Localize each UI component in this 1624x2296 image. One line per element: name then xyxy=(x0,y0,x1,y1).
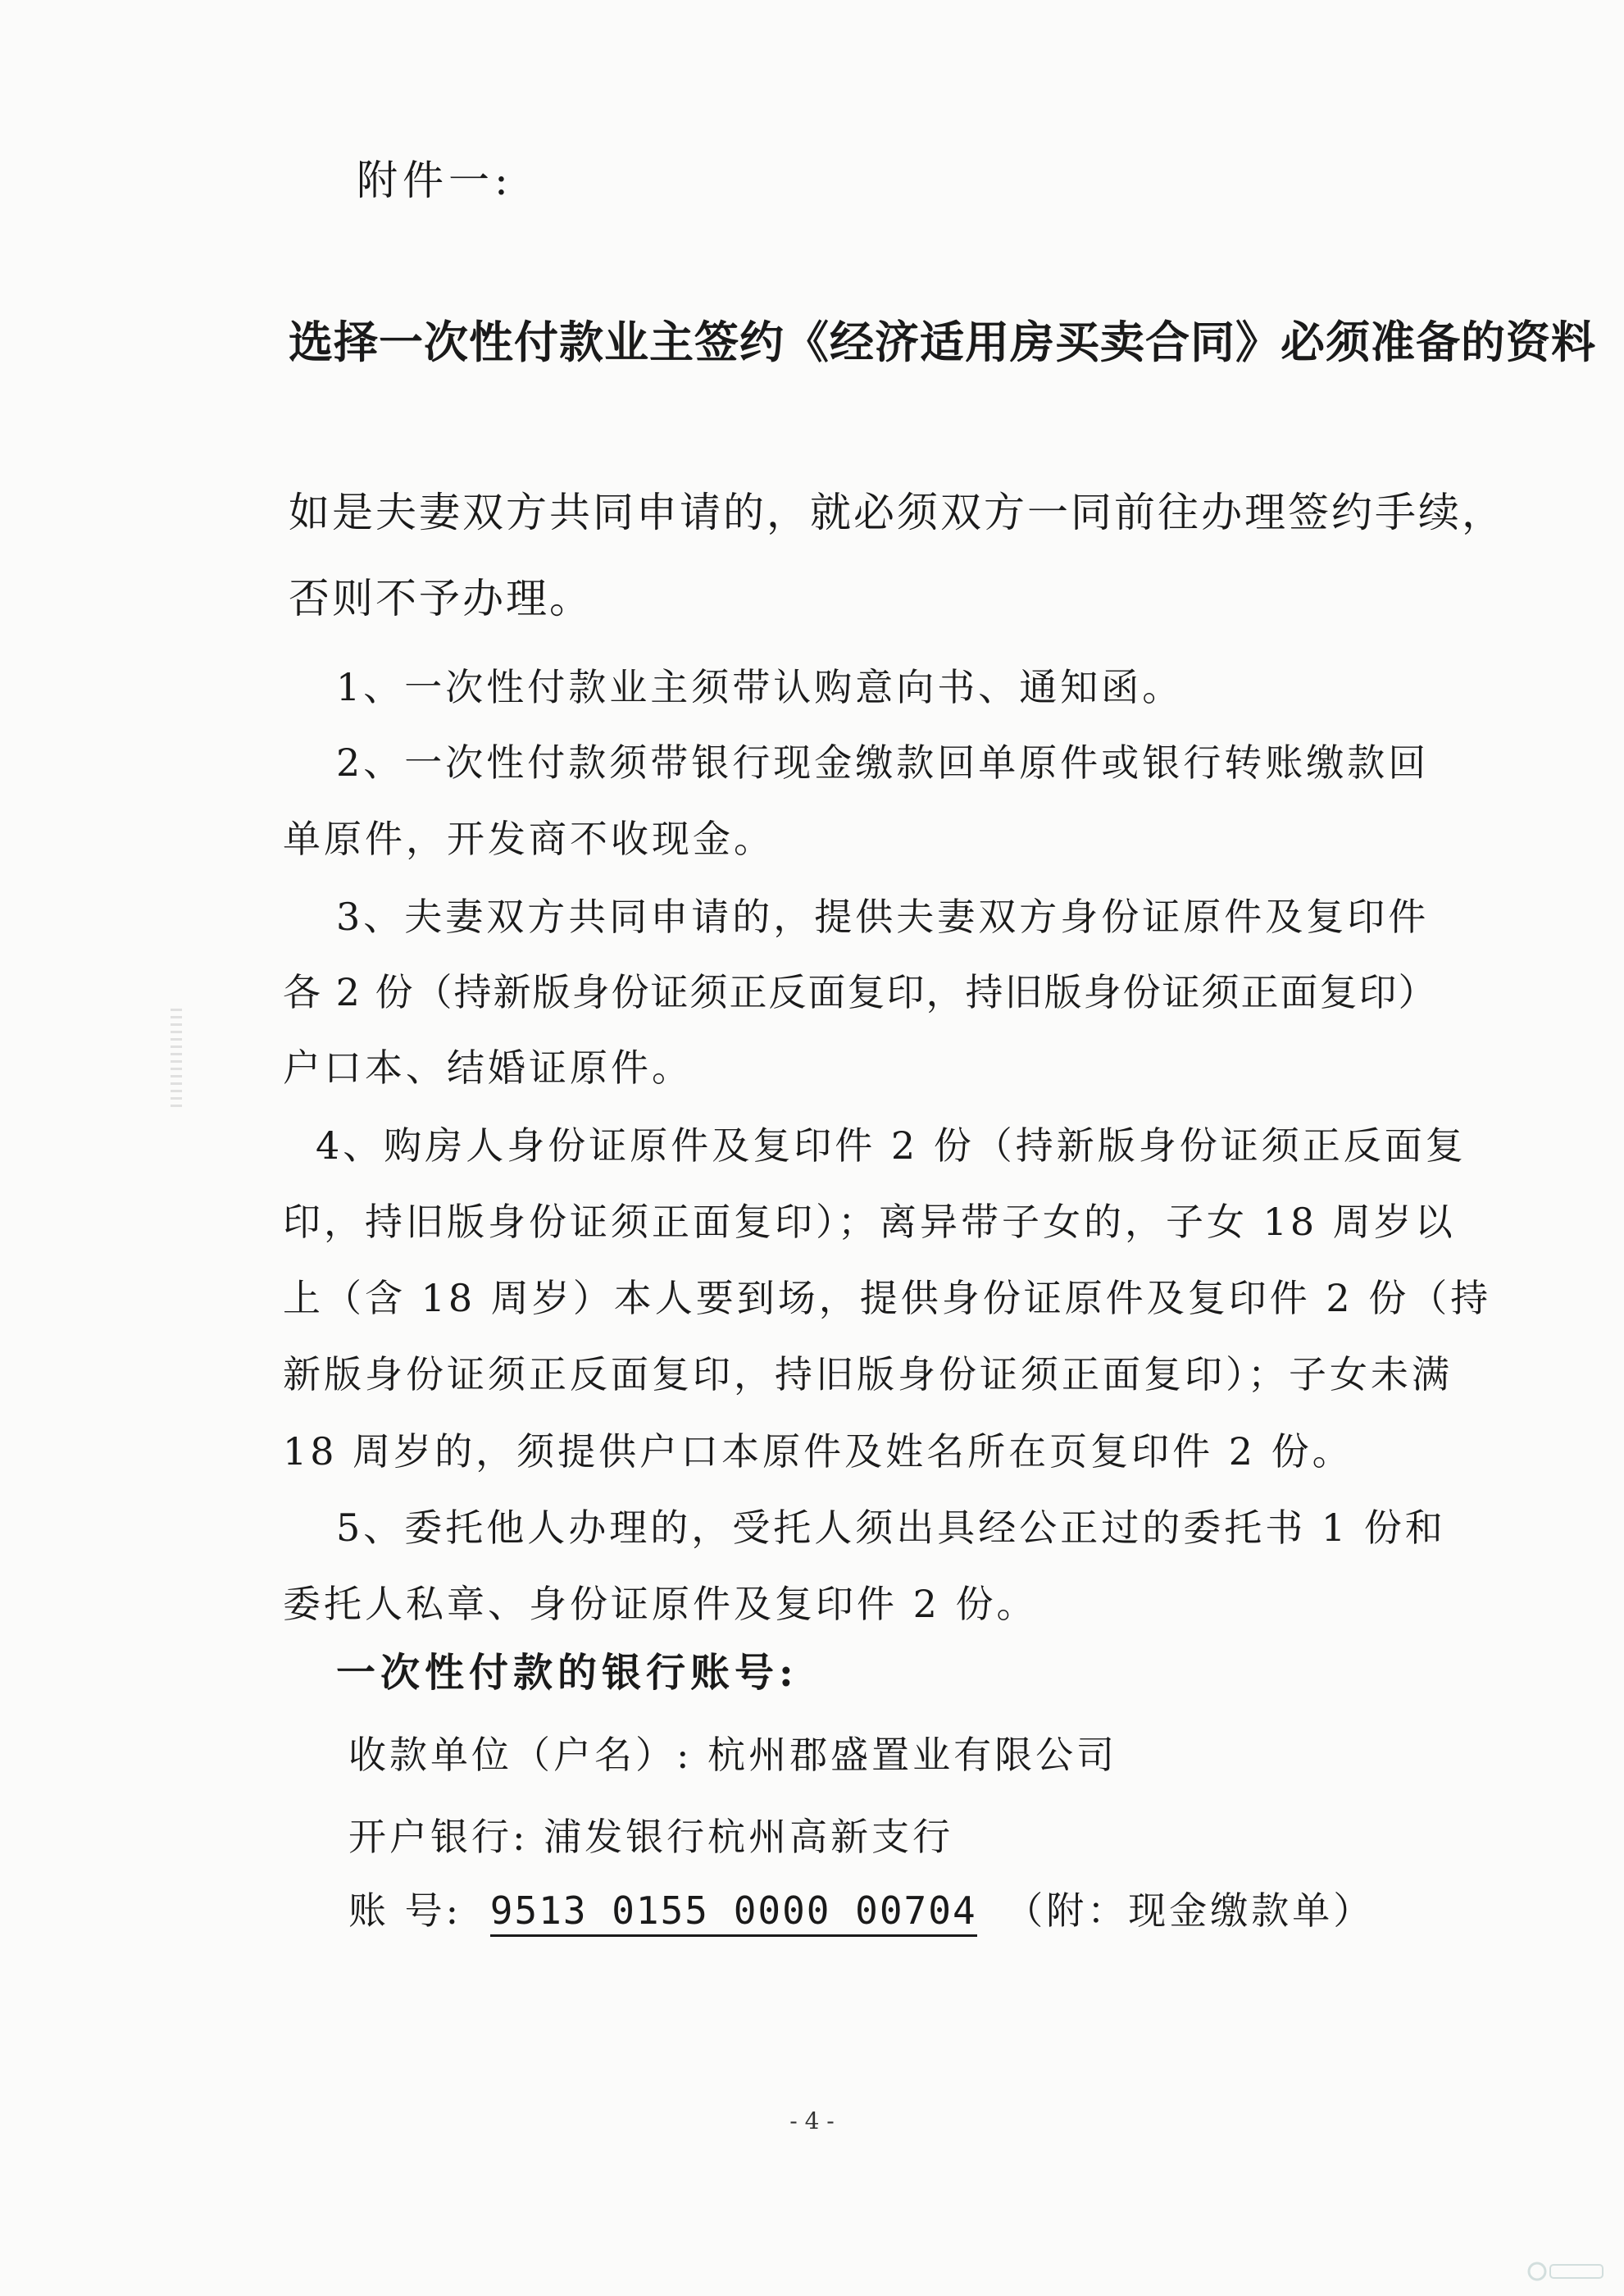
item-3-line-1: 3、夫妻双方共同申请的，提供夫妻双方身份证原件及复印件 xyxy=(336,895,1430,939)
item-2-line-2: 单原件，开发商不收现金。 xyxy=(283,817,775,861)
item-4-line-4: 新版身份证须正反面复印，持旧版身份证须正面复印）；子女未满 xyxy=(283,1352,1453,1396)
corner-logo-icon xyxy=(1526,2253,1608,2289)
item-4-line-3: 上（含 18 周岁）本人要到场，提供身份证原件及复印件 2 份（持 xyxy=(283,1276,1492,1320)
payee-value: 杭州郡盛置业有限公司 xyxy=(707,1733,1118,1777)
item-5-line-1: 5、委托他人办理的，受托人须出具经公正过的委托书 1 份和 xyxy=(336,1506,1446,1550)
account-number-row xyxy=(348,1886,1374,1935)
attachment-label: 附件一: xyxy=(357,157,513,204)
bank-label: 开户银行: xyxy=(348,1815,529,1859)
intro-line-2: 否则不予办理。 xyxy=(289,575,593,622)
scan-artifact xyxy=(171,1009,182,1107)
payee-label: 收款单位（户名）: xyxy=(348,1733,693,1777)
bank-account-heading: 一次性付款的银行账号: xyxy=(336,1650,798,1696)
page-number: - 4 - xyxy=(789,2107,835,2134)
intro-line-1: 如是夫妻双方共同申请的，就必须双方一同前往办理签约手续， xyxy=(289,489,1505,536)
item-2-line-1: 2、一次性付款须带银行现金缴款回单原件或银行转账缴款回 xyxy=(336,740,1430,785)
account-number: 9513 0155 0000 00704 xyxy=(490,1888,977,1937)
item-3-line-3: 户口本、结婚证原件。 xyxy=(283,1046,693,1090)
item-4-line-1: 4、购房人身份证原件及复印件 2 份（持新版身份证须正反面复 xyxy=(316,1123,1467,1168)
document-title: 选择一次性付款业主签约《经济适用房买卖合同》必须准备的资料 xyxy=(289,317,1596,368)
item-4-line-2: 印，持旧版身份证须正面复印）；离异带子女的，子女 18 周岁以 xyxy=(283,1200,1456,1244)
account-note: （附：现金缴款单） xyxy=(1005,1888,1375,1933)
item-4-line-5: 18 周岁的，须提供户口本原件及姓名所在页复印件 2 份。 xyxy=(283,1429,1353,1474)
bank-row xyxy=(348,1812,953,1861)
bank-value: 浦发银行杭州高新支行 xyxy=(544,1815,954,1859)
item-3-line-2: 各 2 份（持新版身份证须正反面复印，持旧版身份证须正面复印） xyxy=(283,970,1438,1014)
item-5-line-2: 委托人私章、身份证原件及复印件 2 份。 xyxy=(283,1582,1038,1626)
account-label: 账 号: xyxy=(348,1888,462,1933)
payee-row xyxy=(348,1730,1117,1779)
item-1-line-1: 1、一次性付款业主须带认购意向书、通知函。 xyxy=(336,665,1184,709)
